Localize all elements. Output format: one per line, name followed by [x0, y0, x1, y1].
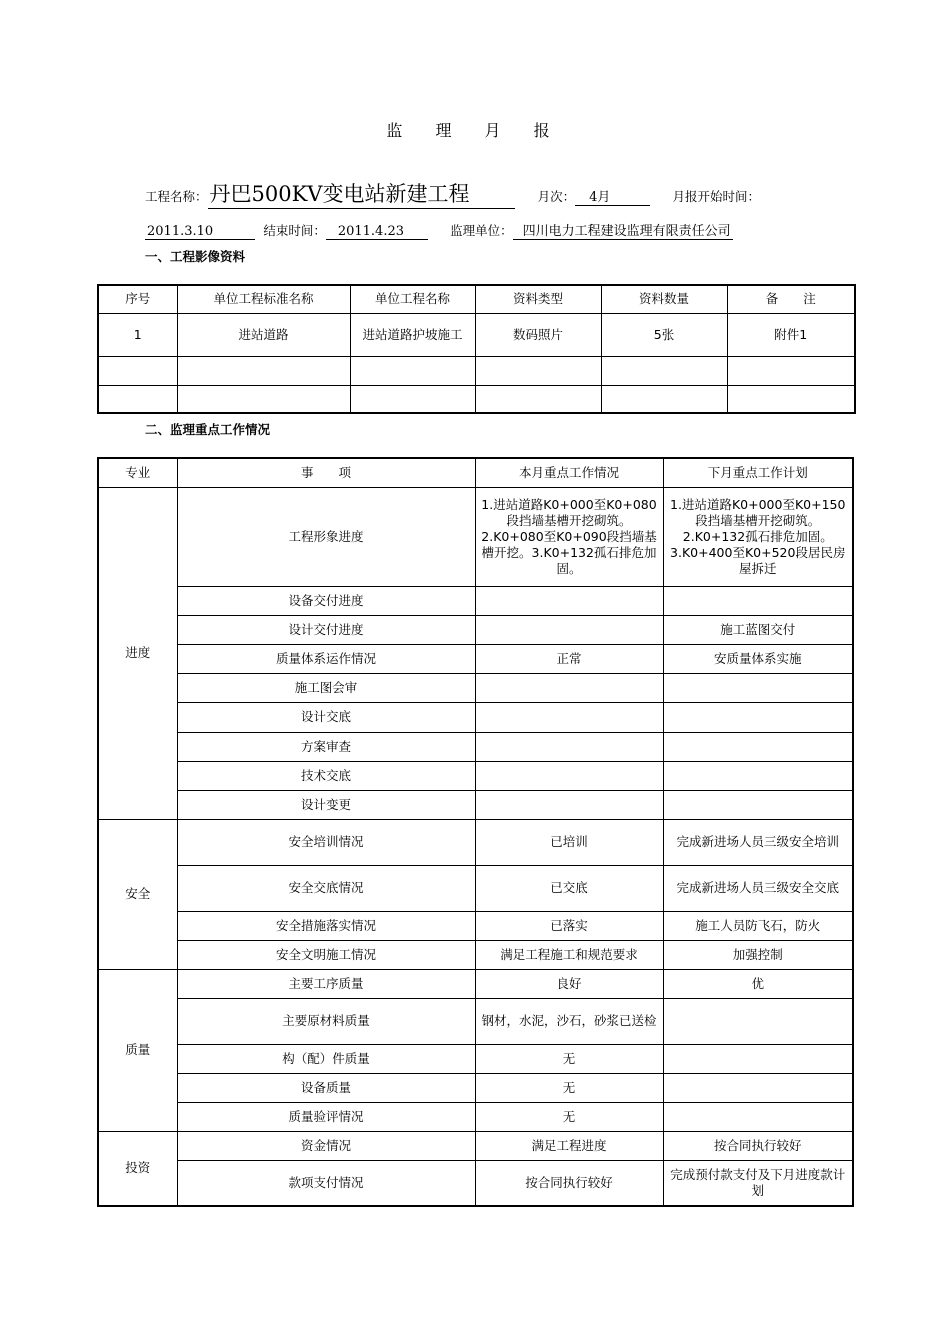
unit-value: 四川电力工程建设监理有限责任公司: [513, 220, 733, 240]
table-row: [98, 313, 855, 356]
next-month-cell: [663, 790, 853, 819]
table-row: [98, 356, 855, 385]
table-row: [98, 673, 853, 702]
this-month-cell: [475, 586, 663, 615]
column-header: 资料数量: [601, 285, 727, 313]
table-cell: [98, 356, 177, 385]
item-cell: 质量体系运作情况: [177, 644, 475, 673]
next-month-cell: [663, 998, 853, 1044]
table-cell: [350, 356, 475, 385]
table-cell: [98, 385, 177, 413]
next-month-cell: 完成新进场人员三级安全交底: [663, 865, 853, 911]
item-cell: 设计变更: [177, 790, 475, 819]
table-row: [98, 586, 853, 615]
column-header: 单位工程名称: [350, 285, 475, 313]
table-row: [98, 865, 853, 911]
item-cell: 款项支付情况: [177, 1160, 475, 1206]
this-month-cell: 已落实: [475, 911, 663, 940]
next-month-cell: [663, 1102, 853, 1131]
next-month-cell: 完成预付款支付及下月进度款计划: [663, 1160, 853, 1206]
header-line-2: [145, 220, 733, 240]
table-cell: [727, 356, 855, 385]
this-month-cell: 满足工程进度: [475, 1131, 663, 1160]
column-header: 专业: [98, 458, 177, 487]
table-row: [98, 1073, 853, 1102]
item-cell: 施工图会审: [177, 673, 475, 702]
header-line-1: [145, 178, 760, 209]
item-cell: 资金情况: [177, 1131, 475, 1160]
table-row: [98, 761, 853, 790]
item-cell: 主要工序质量: [177, 969, 475, 998]
this-month-cell: 已交底: [475, 865, 663, 911]
category-cell: 进度: [98, 487, 177, 819]
this-month-cell: 无: [475, 1044, 663, 1073]
item-cell: 设备质量: [177, 1073, 475, 1102]
item-cell: 质量验评情况: [177, 1102, 475, 1131]
table-cell: [177, 385, 350, 413]
table-cell: [475, 385, 601, 413]
section1-heading: 一、工程影像资料: [145, 249, 246, 264]
item-cell: 方案审查: [177, 732, 475, 761]
next-month-cell: 安质量体系实施: [663, 644, 853, 673]
column-header: 本月重点工作情况: [475, 458, 663, 487]
end-value: 2011.4.23: [326, 224, 428, 240]
this-month-cell: [475, 702, 663, 732]
table-cell: [177, 356, 350, 385]
column-header: 单位工程标准名称: [177, 285, 350, 313]
unit-label: 监理单位：: [450, 223, 513, 238]
this-month-cell: [475, 761, 663, 790]
table-cell: [601, 385, 727, 413]
category-cell: 投资: [98, 1131, 177, 1206]
image-data-table: [97, 284, 856, 414]
this-month-cell: [475, 790, 663, 819]
this-month-cell: 按合同执行较好: [475, 1160, 663, 1206]
table-cell: [727, 385, 855, 413]
section2-heading: 二、监理重点工作情况: [145, 422, 271, 437]
month-label: 月次：: [537, 189, 576, 204]
table-header-row: [98, 458, 853, 487]
column-header: 下月重点工作计划: [663, 458, 853, 487]
table-row: [98, 1102, 853, 1131]
table-row: [98, 732, 853, 761]
this-month-cell: 良好: [475, 969, 663, 998]
table-header-row: [98, 285, 855, 313]
table-row: [98, 819, 853, 865]
page-title: 监 理 月 报: [386, 121, 564, 140]
item-cell: 工程形象进度: [177, 487, 475, 586]
column-header: 资料类型: [475, 285, 601, 313]
item-cell: 设备交付进度: [177, 586, 475, 615]
table-row: [98, 911, 853, 940]
this-month-cell: 无: [475, 1073, 663, 1102]
key-work-table: [97, 457, 854, 1207]
table-row: [98, 702, 853, 732]
table-cell: 进站道路: [177, 313, 350, 356]
table-row: [98, 1044, 853, 1073]
next-month-cell: 1.进站道路K0+000至K0+150段挡墙基槽开挖砌筑。2.K0+132孤石排危加固。3.K0+400至K0+520段居民房屋拆迁: [663, 487, 853, 586]
this-month-cell: 1.进站道路K0+000至K0+080段挡墙基槽开挖砌筑。2.K0+080至K0+090段挡墙基槽开挖。3.K0+132孤石排危加固。: [475, 487, 663, 586]
table-cell: [350, 385, 475, 413]
item-cell: 构（配）件质量: [177, 1044, 475, 1073]
next-month-cell: 施工蓝图交付: [663, 615, 853, 644]
next-month-cell: [663, 702, 853, 732]
column-header: 事 项: [177, 458, 475, 487]
table-row: [98, 1160, 853, 1206]
table-cell: 数码照片: [475, 313, 601, 356]
item-cell: 安全措施落实情况: [177, 911, 475, 940]
next-month-cell: [663, 761, 853, 790]
column-header: 序号: [98, 285, 177, 313]
next-month-cell: 加强控制: [663, 940, 853, 969]
item-cell: 主要原材料质量: [177, 998, 475, 1044]
next-month-cell: 按合同执行较好: [663, 1131, 853, 1160]
table-row: [98, 1131, 853, 1160]
item-cell: 安全培训情况: [177, 819, 475, 865]
this-month-cell: [475, 615, 663, 644]
table-cell: [601, 356, 727, 385]
next-month-cell: [663, 732, 853, 761]
table-row: [98, 969, 853, 998]
table-row: [98, 644, 853, 673]
end-label: 结束时间：: [263, 223, 326, 238]
this-month-cell: 正常: [475, 644, 663, 673]
table-row: [98, 385, 855, 413]
table-cell: 附件1: [727, 313, 855, 356]
table-row: [98, 790, 853, 819]
item-cell: 技术交底: [177, 761, 475, 790]
this-month-cell: 无: [475, 1102, 663, 1131]
item-cell: 安全文明施工情况: [177, 940, 475, 969]
column-header: 备 注: [727, 285, 855, 313]
table-row: [98, 998, 853, 1044]
next-month-cell: 施工人员防飞石，防火: [663, 911, 853, 940]
table-row: [98, 940, 853, 969]
next-month-cell: 完成新进场人员三级安全培训: [663, 819, 853, 865]
this-month-cell: [475, 673, 663, 702]
category-cell: 安全: [98, 819, 177, 969]
month-value: 4月: [575, 186, 650, 206]
this-month-cell: 满足工程施工和规范要求: [475, 940, 663, 969]
table-cell: 1: [98, 313, 177, 356]
next-month-cell: [663, 1073, 853, 1102]
category-cell: 质量: [98, 969, 177, 1131]
item-cell: 设计交付进度: [177, 615, 475, 644]
next-month-cell: [663, 586, 853, 615]
item-cell: 设计交底: [177, 702, 475, 732]
this-month-cell: 已培训: [475, 819, 663, 865]
table-row: [98, 487, 853, 586]
next-month-cell: [663, 673, 853, 702]
next-month-cell: [663, 1044, 853, 1073]
start-value: 2011.3.10: [145, 224, 255, 240]
table-cell: [475, 356, 601, 385]
next-month-cell: 优: [663, 969, 853, 998]
table-cell: 进站道路护坡施工: [350, 313, 475, 356]
this-month-cell: 钢材，水泥，沙石，砂浆已送检: [475, 998, 663, 1044]
start-label: 月报开始时间：: [672, 189, 761, 204]
project-label: 工程名称：: [145, 189, 208, 204]
table-row: [98, 615, 853, 644]
table-cell: 5张: [601, 313, 727, 356]
item-cell: 安全交底情况: [177, 865, 475, 911]
this-month-cell: [475, 732, 663, 761]
project-name: 丹巴500KV变电站新建工程: [208, 178, 516, 209]
